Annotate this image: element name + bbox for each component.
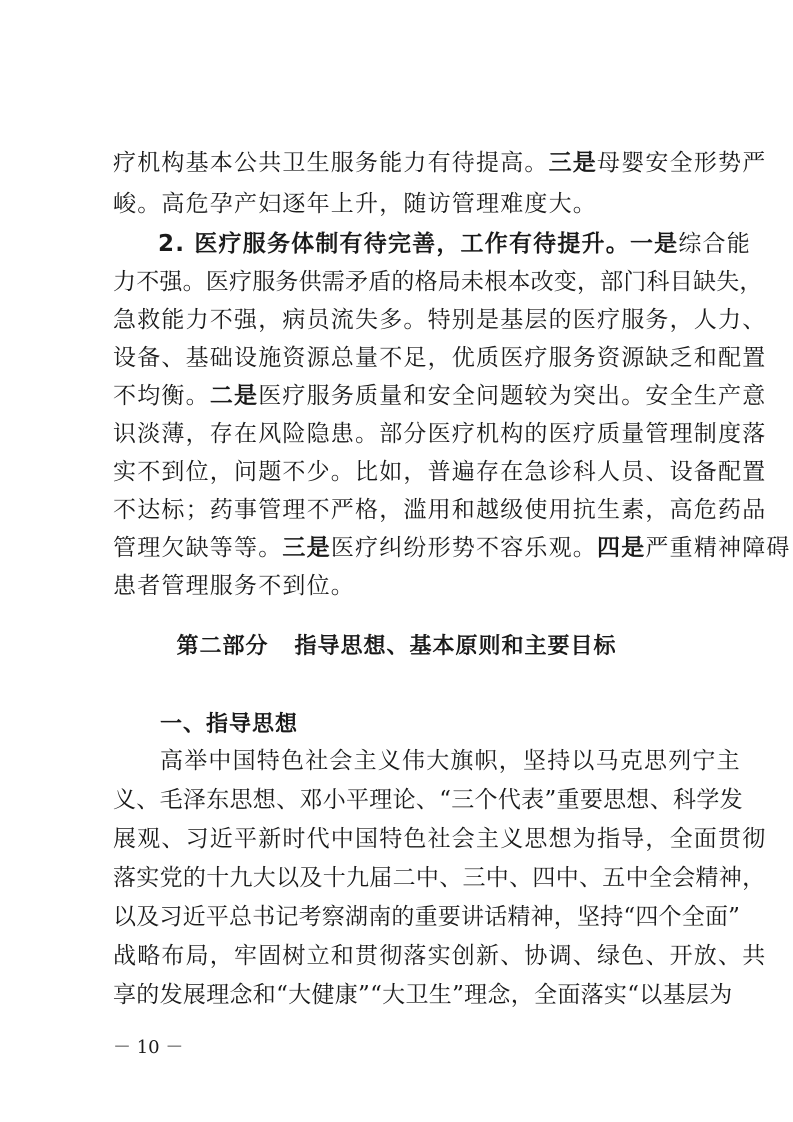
bold-marker: 二是 — [209, 383, 259, 409]
body2-line-7: 享的发展理念和“大健康”“大卫生”理念，全面落实“以基层为 — [113, 982, 733, 1008]
body-line-6 — [113, 342, 767, 374]
text-run: 严重精神障碍 — [645, 535, 791, 561]
text-run: 医疗纠纷形势不容乐观。 — [330, 535, 598, 561]
body2-line-1: 高举中国特色社会主义伟大旗帜，坚持以马克思列宁主 — [160, 748, 741, 774]
text-run: 急救能力不强，病员流失多。特别是基层的医疗服务，人力、 — [113, 307, 767, 333]
body-line-1 — [113, 147, 767, 179]
body2-line-2: 义、毛泽东思想、邓小平理论、“三个代表”重要思想、科学发 — [113, 787, 743, 813]
body-line-4 — [113, 266, 763, 298]
body2-line-6: 战略布局，牢固树立和贯彻落实创新、协调、绿色、开放、共 — [113, 943, 767, 969]
text-run: 峻。高危孕产妇逐年上升，随访管理难度大。 — [113, 191, 597, 217]
bold-marker: 三是 — [282, 535, 331, 561]
body-line-12 — [113, 570, 683, 602]
body-line-10 — [113, 494, 767, 526]
bold-marker: 三是 — [548, 150, 598, 176]
text-run: 设备、基础设施资源总量不足，优质医疗服务资源缺乏和配置 — [113, 345, 767, 371]
body-line-2 — [113, 188, 683, 220]
text-run: 管理欠缺等等。 — [113, 535, 283, 561]
section-heading — [0, 631, 793, 663]
body-line-9 — [113, 456, 767, 488]
page-number: － 10 － — [113, 1037, 184, 1058]
text-run: 力不强。医疗服务供需矛盾的格局未根本改变，部门科目缺失， — [113, 269, 763, 295]
text-run: 疗机构基本公共卫生服务能力有待提高。 — [113, 150, 549, 176]
subheading: 一、指导思想 — [160, 712, 299, 737]
text-run: 医疗服务质量和安全问题较为突出。安全生产意 — [258, 383, 767, 409]
text-run: 识淡薄，存在风险隐患。部分医疗机构的医疗质量管理制度落 — [113, 421, 767, 447]
body-line-11 — [113, 532, 791, 564]
section-title: 指导思想、基本原则和主要目标 — [294, 634, 617, 659]
text-run: 患者管理服务不到位。 — [113, 573, 355, 599]
body2-line-4: 落实党的十九大以及十九届二中、三中、四中、五中全会精神， — [113, 865, 766, 891]
bold-subheading: 2. 医疗服务体制有待完善，工作有待提升。一是 — [158, 231, 679, 257]
body-line-5 — [113, 304, 767, 336]
text-run: 综合能 — [678, 231, 751, 257]
body2-line-3: 展观、习近平新时代中国特色社会主义思想为指导，全面贯彻 — [113, 826, 767, 852]
bold-marker: 四是 — [597, 535, 646, 561]
body2-line-5: 以及习近平总书记考察湖南的重要讲话精神，坚持“四个全面” — [113, 904, 741, 930]
body-line-7 — [113, 380, 767, 412]
text-run: 母婴安全形势严 — [597, 150, 767, 176]
body-line-3 — [158, 228, 751, 260]
text-run: 不均衡。 — [113, 383, 210, 409]
text-run: 不达标；药事管理不严格，滥用和越级使用抗生素，高危药品 — [113, 497, 767, 523]
section-part-label: 第二部分 — [176, 634, 269, 659]
text-run: 实不到位，问题不少。比如，普遍存在急诊科人员、设备配置 — [113, 459, 767, 485]
body-line-8 — [113, 418, 767, 450]
